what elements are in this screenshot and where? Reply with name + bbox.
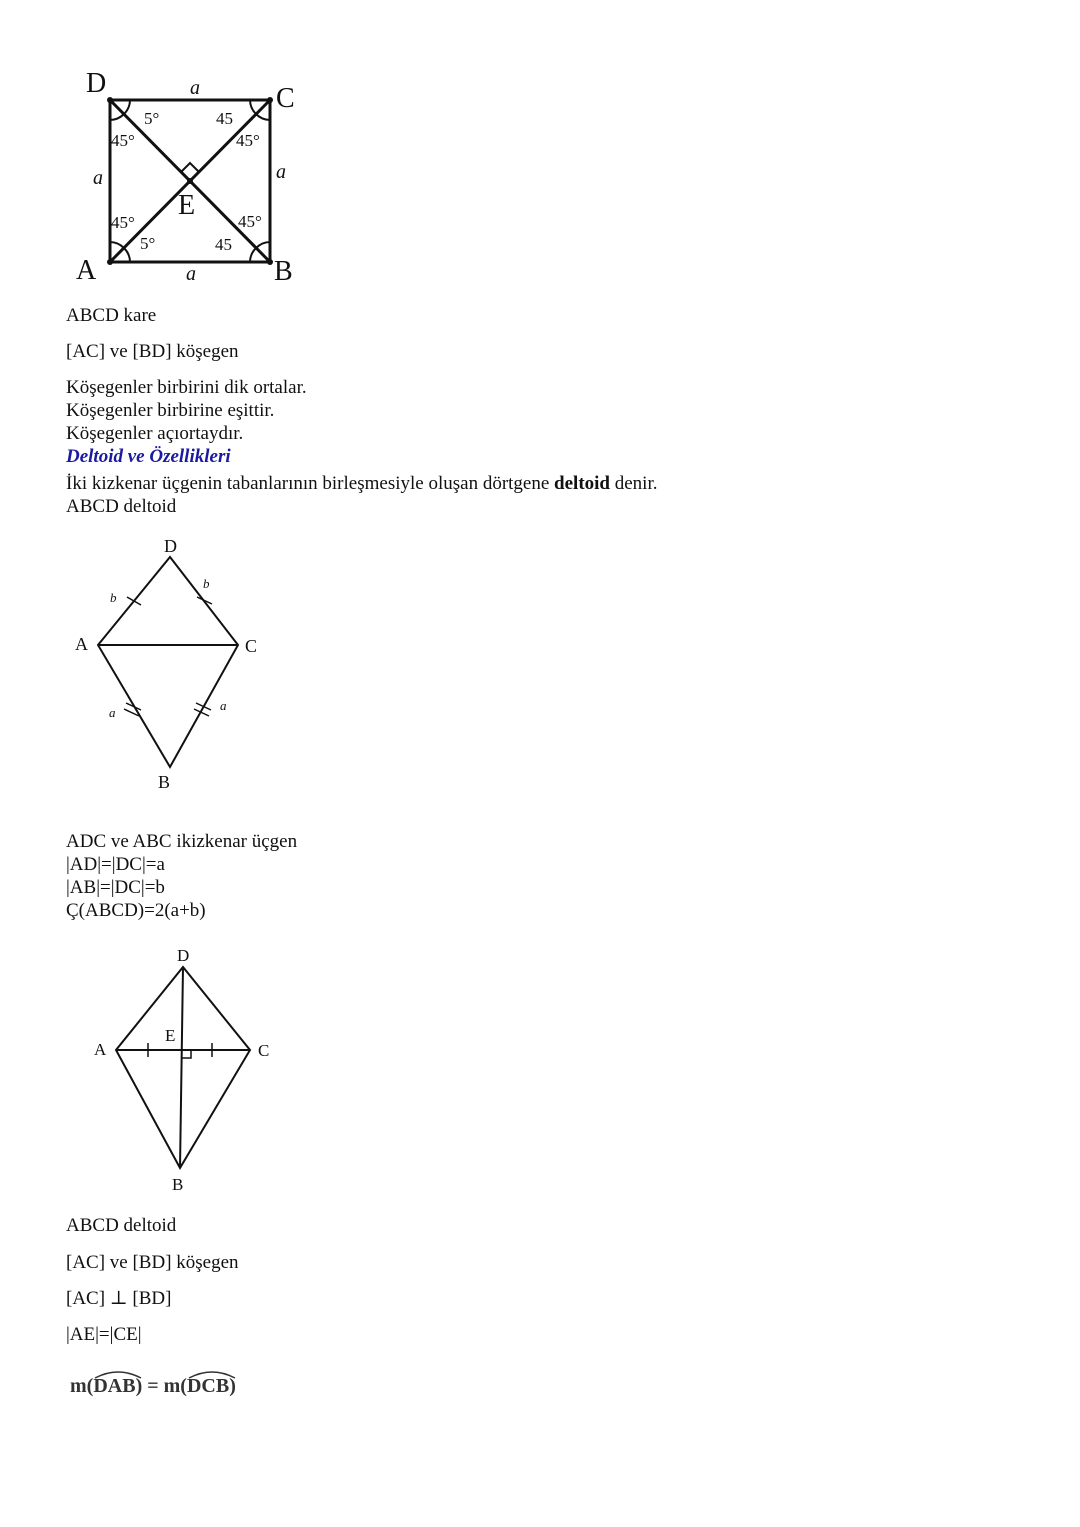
angle-label-d2: 45° bbox=[111, 131, 135, 150]
deltoid-diagram-1 bbox=[60, 530, 280, 800]
deltoid1-line-2: |AD|=|DC|=a bbox=[66, 854, 165, 875]
deltoid2-line-1: ABCD deltoid bbox=[66, 1215, 177, 1236]
vertex-label-c: C bbox=[258, 1041, 270, 1060]
angle-label-a1: 45° bbox=[111, 213, 135, 232]
arc-dab: DAB bbox=[93, 1375, 135, 1398]
deltoid-outline bbox=[98, 557, 238, 767]
angle-label-c2: 45° bbox=[236, 131, 260, 150]
vertex-label-b: B bbox=[158, 772, 171, 792]
right-angle-mark bbox=[182, 1050, 191, 1058]
deltoid-diagram-2 bbox=[80, 935, 280, 1195]
side-label-a-right: a bbox=[220, 698, 227, 713]
deltoid1-line-4: Ç(ABCD)=2(a+b) bbox=[66, 900, 206, 921]
deltoid2-line-4: |AE|=|CE| bbox=[66, 1324, 142, 1345]
vertex-label-d: D bbox=[86, 68, 107, 99]
vertex-label-c: C bbox=[276, 83, 295, 114]
vertex-label-b: B bbox=[172, 1175, 184, 1194]
center-label-e: E bbox=[178, 190, 196, 221]
diagonal-bd bbox=[180, 967, 183, 1168]
vertex-label-d: D bbox=[164, 536, 177, 556]
vertex-label-a: A bbox=[94, 1040, 107, 1059]
side-label-bottom: a bbox=[186, 263, 196, 285]
deltoid1-line-3: |AB|=|DC|=b bbox=[66, 877, 165, 898]
angle-label-b1: 45° bbox=[238, 212, 262, 231]
angle-equality-formula: m( DAB) = m( DCB) bbox=[70, 1375, 236, 1398]
square-line-5: Köşegenler açıortaydır. bbox=[66, 423, 244, 444]
deltoid2-line-2: [AC] ve [BD] köşegen bbox=[66, 1252, 239, 1273]
side-label-b-right: b bbox=[203, 576, 210, 591]
vertex-label-a: A bbox=[76, 255, 97, 286]
square-line-2: [AC] ve [BD] köşegen bbox=[66, 341, 239, 362]
center-label-e: E bbox=[165, 1026, 176, 1045]
square-line-1: ABCD kare bbox=[66, 305, 157, 326]
arc-dcb: DCB bbox=[187, 1375, 229, 1398]
square-line-3: Köşegenler birbirini dik ortalar. bbox=[66, 377, 307, 398]
vertex-label-c: C bbox=[245, 636, 258, 656]
deltoid1-line-1: ADC ve ABC ikizkenar üçgen bbox=[66, 831, 298, 852]
vertex-label-b: B bbox=[274, 256, 293, 287]
angle-label-b2: 45 bbox=[215, 235, 232, 254]
deltoid-label: ABCD deltoid bbox=[66, 496, 177, 517]
right-angle-mark bbox=[181, 163, 199, 172]
side-label-top: a bbox=[190, 77, 200, 99]
side-label-left: a bbox=[93, 167, 103, 189]
square-line-4: Köşegenler birbirine eşittir. bbox=[66, 400, 275, 421]
vertex-label-d: D bbox=[177, 946, 190, 965]
side-label-a-left: a bbox=[109, 705, 116, 720]
section-heading: Deltoid ve Özellikleri bbox=[66, 446, 231, 467]
deltoid-definition: İki kizkenar üçgenin tabanlarının birleşmesiyle oluşan dörtgene deltoid denir. bbox=[66, 473, 658, 494]
angle-label-c1: 45 bbox=[216, 109, 233, 128]
vertex-label-a: A bbox=[75, 634, 88, 654]
side-label-right: a bbox=[276, 161, 286, 183]
deltoid2-line-3: [AC] ⊥ [BD] bbox=[66, 1288, 172, 1309]
side-label-b-left: b bbox=[110, 590, 117, 605]
angle-label-a2: 5° bbox=[140, 234, 156, 253]
square-diagram bbox=[60, 60, 320, 290]
angle-label-d1: 5° bbox=[144, 109, 160, 128]
